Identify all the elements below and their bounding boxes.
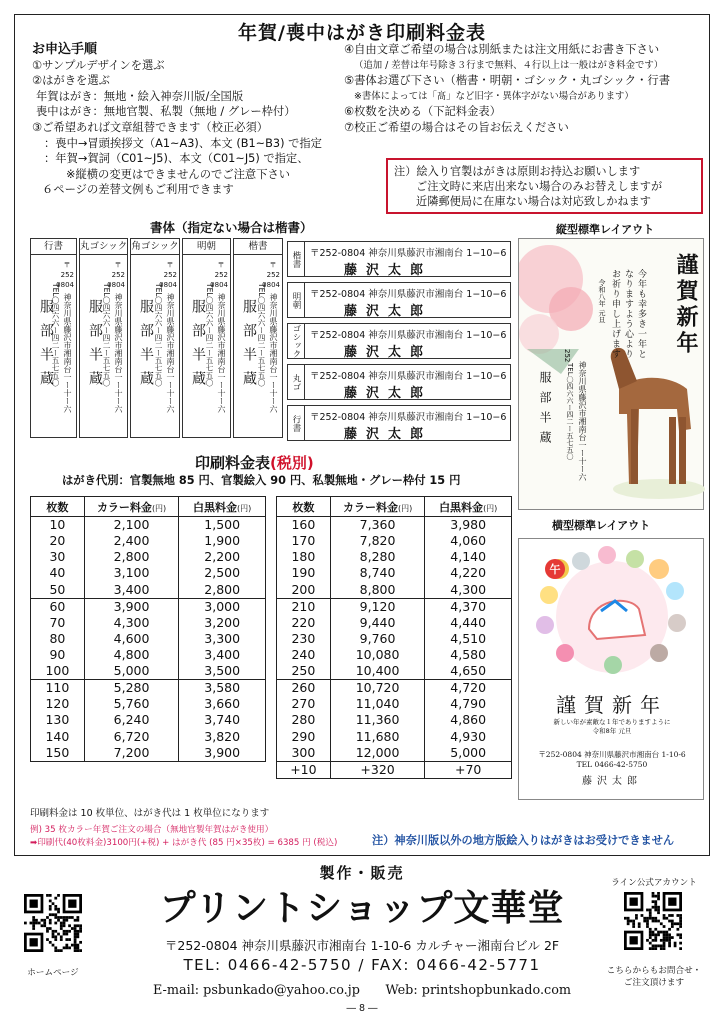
line-qr-caption: こちらからもお問合せ・ <box>606 966 702 976</box>
table-row <box>31 729 266 745</box>
vertical-postal: 252 <box>563 349 571 363</box>
line-qr-caption-top: ライン公式アカウント <box>611 878 697 888</box>
table-row <box>277 745 512 762</box>
price-title-text: 印刷料金表 <box>195 454 271 472</box>
color-price-cell: 6,240 <box>84 712 179 728</box>
procedure-step: ：年賀→賀詞（C01~J5)、本文（C01~J5) で指定、 <box>44 152 309 166</box>
vertical-address: 神奈川県藤沢市湘南台一ー十ー六 <box>578 361 587 481</box>
sample-postal-1: 252 <box>163 271 177 279</box>
font-row-address: 〒252-0804 神奈川県藤沢市湘南台 1−10−6 <box>310 330 507 341</box>
procedure-step: ④自由文章ご希望の場合は別紙または注文用紙にお書き下さい <box>344 43 660 56</box>
sample-postal-mark: 〒 <box>269 261 277 268</box>
mono-price-cell: 3,740 <box>179 712 266 728</box>
procedure-step: ：喪中→冒頭挨拶文（A1~A3)、本文 (B1~B3) で指定 <box>44 136 322 150</box>
sample-name: 服部半蔵 <box>87 299 103 395</box>
count-cell: 170 <box>277 533 331 549</box>
procedure-note: （追加 / 差替は年号除き３行まで無料、４行以上は一般はがき料金です） <box>354 59 664 71</box>
count-cell: 290 <box>277 729 331 745</box>
table-row <box>31 582 266 599</box>
mono-price-cell: 1,500 <box>179 517 266 534</box>
sample-address: 神奈川県藤沢市湘南台一ー十ー六 <box>166 293 175 413</box>
sample-postal-mark: 〒 <box>63 261 71 268</box>
vertical-layout-caption: 縦型標準レイアウト <box>556 223 655 236</box>
font-row-name: 藤沢太郎 <box>344 263 433 278</box>
table-row <box>277 761 512 778</box>
font-column-label: 角ゴシック <box>131 239 179 255</box>
horizontal-address: 〒252-0804 神奈川県藤沢市湘南台 1-10-6 <box>538 750 686 759</box>
homepage-qr-icon[interactable] <box>24 894 82 952</box>
table-row <box>31 696 266 712</box>
table-row <box>31 745 266 762</box>
font-row-tag: 明朝 <box>288 283 305 317</box>
sample-postal-2: 0804 <box>210 281 228 289</box>
color-price-cell: +320 <box>330 761 425 778</box>
table-row <box>277 729 512 745</box>
procedure-step: ②はがきを選ぶ <box>32 74 110 88</box>
count-cell: 80 <box>31 631 85 647</box>
count-cell: 210 <box>277 598 331 615</box>
count-cell: 20 <box>31 533 85 549</box>
procedure-note: ※書体によっては「髙」など旧字・異体字がない場合があります） <box>354 90 634 102</box>
color-price-cell: 7,360 <box>330 517 425 534</box>
color-price-cell: 8,800 <box>330 582 425 599</box>
color-price-cell: 5,280 <box>84 680 179 697</box>
table-row <box>277 712 512 728</box>
mono-price-cell: 3,820 <box>179 729 266 745</box>
count-cell: 300 <box>277 745 331 762</box>
color-price-cell: 11,360 <box>330 712 425 728</box>
count-cell: 230 <box>277 631 331 647</box>
count-cell: 50 <box>31 582 85 599</box>
color-price-cell: 11,040 <box>330 696 425 712</box>
table-row <box>277 631 512 647</box>
font-row-tag: ゴシック <box>288 324 305 358</box>
sample-postal-1: 252 <box>60 271 74 279</box>
col-count: 枚数 <box>31 497 85 517</box>
price-subtitle: はがき代別：官製無地 85 円、官製絵入 90 円、私製無地・グレー枠付 15 円 <box>62 474 461 487</box>
mono-price-cell: 4,140 <box>425 549 512 565</box>
procedure-step: 年賀はがき：無地・絵入神奈川版/全国版 <box>36 89 244 103</box>
col-count: 枚数 <box>277 497 331 517</box>
color-price-cell: 9,440 <box>330 615 425 631</box>
sample-tel: TEL〇四六六ー四二ー五七五〇 <box>51 283 60 387</box>
table-row <box>277 598 512 615</box>
color-price-cell: 2,100 <box>84 517 179 534</box>
maker-label: 製作・販売 <box>319 864 405 882</box>
horizontal-name: 藤沢太郎 <box>582 776 642 787</box>
page-title: 年賀/喪中はがき印刷料金表 <box>238 22 486 44</box>
mono-price-cell: 3,000 <box>179 598 266 615</box>
table-row <box>31 549 266 565</box>
color-price-cell: 6,720 <box>84 729 179 745</box>
horizontal-layout-card <box>518 538 704 800</box>
font-row-address: 〒252-0804 神奈川県藤沢市湘南台 1−10−6 <box>310 248 507 259</box>
count-cell: 220 <box>277 615 331 631</box>
color-price-cell: 3,100 <box>84 565 179 581</box>
notice-line: ご注文時に来店出来ない場合のみお替えしますが <box>416 180 663 193</box>
horizontal-sub: 新しい年が素敵な１年でありますように <box>553 718 671 726</box>
font-row-name: 藤沢太郎 <box>344 345 433 360</box>
procedure-heading: お申込手順 <box>32 42 98 57</box>
font-column-label: 明朝 <box>183 239 230 255</box>
count-cell: 240 <box>277 647 331 663</box>
procedure-step: ６ページの差替文例もご利用できます <box>42 183 234 197</box>
sample-postal-1: 252 <box>111 271 125 279</box>
vertical-greeting: 謹賀新年 <box>673 253 699 357</box>
mono-price-cell: 4,060 <box>425 533 512 549</box>
procedure-step: ⑥枚数を決める（下記料金表） <box>344 105 501 119</box>
mono-price-cell: 3,980 <box>425 517 512 534</box>
color-price-cell: 5,760 <box>84 696 179 712</box>
sample-name: 服部半蔵 <box>241 299 257 395</box>
procedure-step: ①サンプルデザインを選ぶ <box>32 58 165 72</box>
table-row <box>277 533 512 549</box>
procedure-right <box>344 42 670 136</box>
mono-price-cell: 3,580 <box>179 680 266 697</box>
sample-postal-2: 0804 <box>262 281 280 289</box>
procedure-left <box>32 42 322 198</box>
mono-price-cell: 4,580 <box>425 647 512 663</box>
notice-line: 注）絵入り官製はがきは原則お持込お願いします <box>394 165 641 178</box>
table-row <box>31 631 266 647</box>
sample-address: 神奈川県藤沢市湘南台一ー十ー六 <box>114 293 123 413</box>
mono-price-cell: 5,000 <box>425 745 512 762</box>
mono-price-cell: 2,500 <box>179 565 266 581</box>
color-price-cell: 9,760 <box>330 631 425 647</box>
vertical-name: 服部半蔵 <box>538 371 552 451</box>
vertical-date: 令和八年 元旦 <box>598 279 606 324</box>
color-price-cell: 7,820 <box>330 533 425 549</box>
price-example-calc: ➡印刷代(40枚料金)3100円(+税) + はがき代 (85 円×35枚) = 6385 円 (税込) <box>30 838 338 848</box>
sample-address: 神奈川県藤沢市湘南台一ー十ー六 <box>269 293 278 413</box>
count-cell: 40 <box>31 565 85 581</box>
count-cell: 90 <box>31 647 85 663</box>
horizontal-tel: TEL 0466-42-5750 <box>576 760 648 769</box>
count-cell: 60 <box>31 598 85 615</box>
count-cell: 190 <box>277 565 331 581</box>
homepage-qr-caption: ホームページ <box>27 968 79 978</box>
sample-postal-mark: 〒 <box>166 261 174 268</box>
font-row-tag: 行書 <box>288 406 305 440</box>
vertical-layout-card <box>518 238 704 510</box>
count-cell: 70 <box>31 615 85 631</box>
price-table-left <box>30 496 266 762</box>
font-row-tag: 丸ゴ <box>288 365 305 399</box>
mono-price-cell: 4,720 <box>425 680 512 697</box>
col-mono: 白黒料金(円) <box>179 497 266 517</box>
horizontal-date: 令和8年 元旦 <box>592 727 632 735</box>
table-row <box>277 647 512 663</box>
color-price-cell: 7,200 <box>84 745 179 762</box>
table-row <box>31 598 266 615</box>
mono-price-cell: 3,500 <box>179 663 266 680</box>
mono-price-cell: 3,200 <box>179 615 266 631</box>
table-row <box>31 663 266 680</box>
count-cell: 110 <box>31 680 85 697</box>
font-row-name: 藤沢太郎 <box>344 386 433 401</box>
brand-name: プリントショップ文華堂 <box>159 888 565 929</box>
horizontal-card-illustration <box>519 539 705 679</box>
font-row-name: 藤沢太郎 <box>344 304 433 319</box>
font-section-title: 書体（指定ない場合は楷書） <box>150 220 313 235</box>
price-example: 例) 35 枚カラー年賀ご注文の場合（無地官製年賀はがき使用） <box>30 825 274 835</box>
procedure-step: ⑤書体お選び下さい（楷書・明朝・ゴシック・丸ゴシック・行書 <box>344 74 670 88</box>
price-title <box>195 452 314 473</box>
horizontal-layout-caption: 横型標準レイアウト <box>552 519 651 532</box>
notice-box <box>386 158 703 214</box>
sample-postal-1: 252 <box>266 271 280 279</box>
table-row <box>31 647 266 663</box>
mono-price-cell: 3,900 <box>179 745 266 762</box>
color-price-cell: 4,300 <box>84 615 179 631</box>
count-cell: 160 <box>277 517 331 534</box>
count-cell: 270 <box>277 696 331 712</box>
table-row <box>277 696 512 712</box>
mono-price-cell: 4,860 <box>425 712 512 728</box>
font-row-address: 〒252-0804 神奈川県藤沢市湘南台 1−10−6 <box>310 371 507 382</box>
shop-phone: TEL: 0466-42-5750 / FAX: 0466-42-5771 <box>183 956 541 974</box>
color-price-cell: 10,720 <box>330 680 425 697</box>
table-row <box>277 549 512 565</box>
count-cell: 280 <box>277 712 331 728</box>
count-cell: 30 <box>31 549 85 565</box>
table-row <box>277 615 512 631</box>
price-table-right <box>276 496 512 779</box>
table-row <box>277 582 512 599</box>
color-price-cell: 10,400 <box>330 663 425 680</box>
sample-postal-mark: 〒 <box>217 261 225 268</box>
font-row <box>287 364 511 400</box>
year-badge: 午 <box>549 563 561 576</box>
sample-address: 神奈川県藤沢市湘南台一ー十ー六 <box>63 293 72 413</box>
font-row-name: 藤沢太郎 <box>344 427 433 442</box>
count-cell: 120 <box>31 696 85 712</box>
color-price-cell: 9,120 <box>330 598 425 615</box>
color-price-cell: 8,280 <box>330 549 425 565</box>
color-price-cell: 11,680 <box>330 729 425 745</box>
color-price-cell: 4,600 <box>84 631 179 647</box>
mono-price-cell: 2,200 <box>179 549 266 565</box>
count-cell: 140 <box>31 729 85 745</box>
procedure-step: ⑦校正ご希望の場合はその旨お伝えください <box>344 120 569 134</box>
font-column <box>130 238 180 438</box>
font-row <box>287 405 511 441</box>
color-price-cell: 4,800 <box>84 647 179 663</box>
sample-postal-2: 0804 <box>159 281 177 289</box>
count-cell: 150 <box>31 745 85 762</box>
sample-postal-1: 252 <box>214 271 228 279</box>
color-price-cell: 3,900 <box>84 598 179 615</box>
sample-name: 服部半蔵 <box>190 299 206 395</box>
procedure-step: ※縦横の変更はできませんのでご注意下さい <box>66 167 291 181</box>
procedure-step: ③ご希望あれば文章組替できます（校正必須） <box>32 120 269 134</box>
table-row <box>277 663 512 680</box>
price-note: 印刷料金は 10 枚単位、はがき代は 1 枚単位になります <box>30 808 270 819</box>
count-cell: +10 <box>277 761 331 778</box>
mono-price-cell: 4,930 <box>425 729 512 745</box>
shop-contact: E-mail: psbunkado@yahoo.co.jp Web: printshopbunkado.com <box>152 983 572 998</box>
count-cell: 130 <box>31 712 85 728</box>
mono-price-cell: 3,660 <box>179 696 266 712</box>
sample-tel: TEL〇四六六ー四二ー五七五〇 <box>257 283 266 387</box>
font-row-tag: 楷書 <box>288 242 305 276</box>
color-price-cell: 2,800 <box>84 549 179 565</box>
sample-address: 神奈川県藤沢市湘南台一ー十ー六 <box>217 293 226 413</box>
mono-price-cell: 4,220 <box>425 565 512 581</box>
price-tax-label: (税別) <box>270 454 314 472</box>
procedure-step: 喪中はがき：無地官製、私製（無地 / グレー枠付） <box>36 105 296 119</box>
font-column-label: 楷書 <box>234 239 282 255</box>
font-column-label: 行書 <box>31 239 76 255</box>
count-cell: 250 <box>277 663 331 680</box>
sample-postal-mark: 〒 <box>114 261 122 268</box>
font-row <box>287 323 511 359</box>
sample-postal-2: 0804 <box>56 281 74 289</box>
sample-name: 服部半蔵 <box>38 299 54 395</box>
vertical-verse: 今年も幸多き一年となりますよう心よりお祈り申し上げます <box>610 269 646 359</box>
count-cell: 200 <box>277 582 331 599</box>
font-column-label: 丸ゴシック <box>80 239 127 255</box>
table-row <box>31 680 266 697</box>
sample-tel: TEL〇四六六ー四二ー五七五〇 <box>102 283 111 387</box>
color-price-cell: 5,000 <box>84 663 179 680</box>
font-column <box>79 238 128 438</box>
line-qr-icon[interactable] <box>624 892 682 950</box>
font-row <box>287 282 511 318</box>
horizontal-greeting: 謹賀新年 <box>556 693 668 717</box>
table-row <box>31 615 266 631</box>
mono-price-cell: 4,440 <box>425 615 512 631</box>
mono-price-cell: 4,650 <box>425 663 512 680</box>
table-row <box>31 533 266 549</box>
color-price-cell: 2,400 <box>84 533 179 549</box>
col-color: カラー料金(円) <box>330 497 425 517</box>
mono-price-cell: 4,510 <box>425 631 512 647</box>
regional-notice: 注）神奈川版以外の地方版絵入りはがきはお受けできません <box>372 834 675 847</box>
font-column <box>233 238 283 438</box>
mono-price-cell: 4,370 <box>425 598 512 615</box>
color-price-cell: 12,000 <box>330 745 425 762</box>
table-row <box>31 517 266 534</box>
shop-address: 〒252-0804 神奈川県藤沢市湘南台 1-10-6 カルチャー湘南台ビル 2F <box>164 938 560 953</box>
count-cell: 180 <box>277 549 331 565</box>
col-color: カラー料金(円) <box>84 497 179 517</box>
table-row <box>277 565 512 581</box>
mono-price-cell: 3,400 <box>179 647 266 663</box>
count-cell: 100 <box>31 663 85 680</box>
font-column <box>30 238 77 438</box>
mono-price-cell: 2,800 <box>179 582 266 599</box>
sample-tel: TEL〇四六六ー四二ー五七五〇 <box>205 283 214 387</box>
table-row <box>277 680 512 697</box>
color-price-cell: 10,080 <box>330 647 425 663</box>
table-row <box>31 712 266 728</box>
count-cell: 260 <box>277 680 331 697</box>
col-mono: 白黒料金(円) <box>425 497 512 517</box>
font-row <box>287 241 511 277</box>
color-price-cell: 3,400 <box>84 582 179 599</box>
page-number: ― 8 ― <box>346 1003 378 1014</box>
notice-line: 近隣郵便局に在庫ない場合は対応致しかねます <box>416 195 651 208</box>
font-row-address: 〒252-0804 神奈川県藤沢市湘南台 1−10−6 <box>310 412 507 423</box>
sample-tel: TEL〇四六六ー四二ー五七五〇 <box>154 283 163 387</box>
table-row <box>277 517 512 534</box>
line-qr-caption: ご注文頂けます <box>623 978 685 988</box>
font-row-address: 〒252-0804 神奈川県藤沢市湘南台 1−10−6 <box>310 289 507 300</box>
color-price-cell: 8,740 <box>330 565 425 581</box>
font-column <box>182 238 231 438</box>
table-row <box>31 565 266 581</box>
mono-price-cell: 1,900 <box>179 533 266 549</box>
mono-price-cell: +70 <box>425 761 512 778</box>
count-cell: 10 <box>31 517 85 534</box>
sample-postal-2: 0804 <box>107 281 125 289</box>
mono-price-cell: 4,790 <box>425 696 512 712</box>
mono-price-cell: 3,300 <box>179 631 266 647</box>
sample-name: 服部半蔵 <box>138 299 154 395</box>
mono-price-cell: 4,300 <box>425 582 512 599</box>
vertical-tel: TEL〇四六六ー四二ー五七五〇 <box>566 363 574 460</box>
